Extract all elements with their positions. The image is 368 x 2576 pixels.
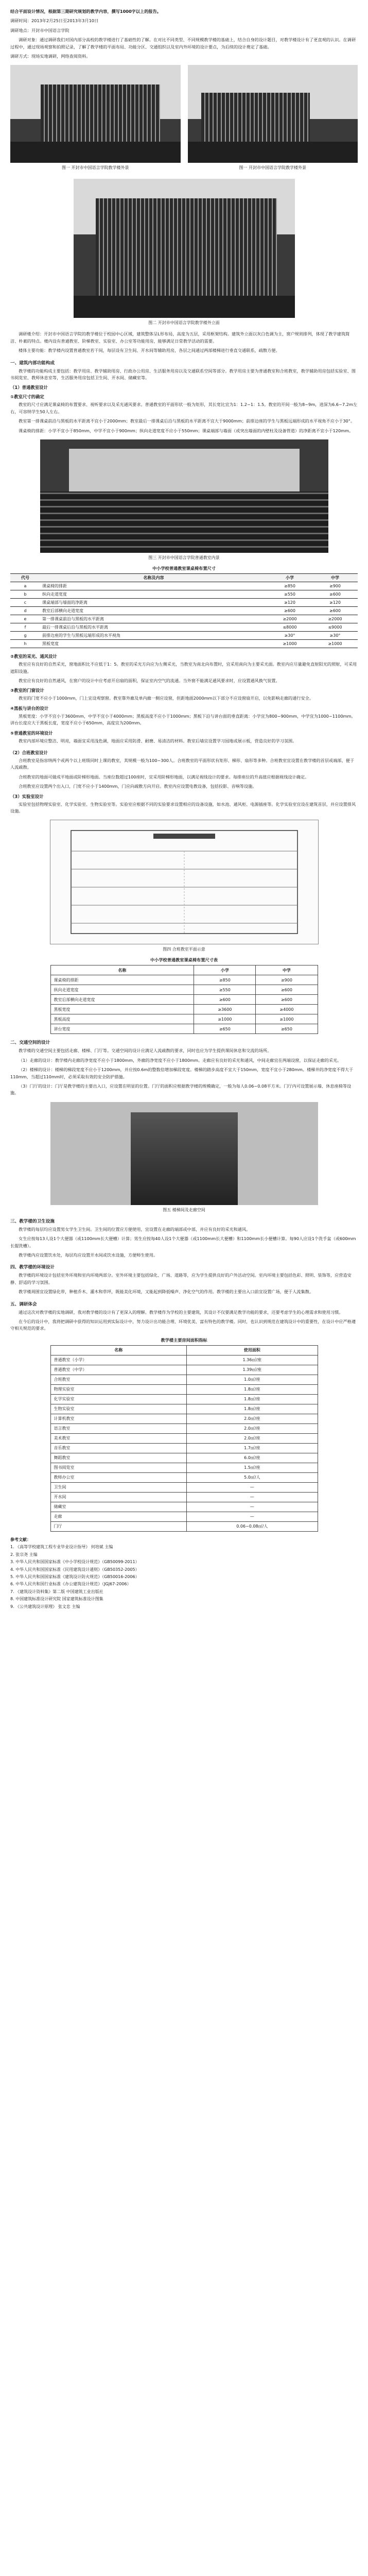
section-3-sub2: （3）实验室设计 (10, 793, 44, 799)
intro-paragraph-2: 调研方式：现场实地调研，网络查阅资料。 (10, 54, 91, 59)
section-3-p1: 合班教室是指容纳两个或两个以上班级同时上课的教室，其规模一般为100~300人。合班教室的平面形状有矩形、梯形、扇形等多种。合班教室宜设置在教学楼的首层或端部，便于人流疏散。 (10, 757, 355, 770)
section-6-p1: 教学楼的环境设计包括室外环境和室内环境两部分。室外环境主要包括绿化、广场、道路等，应为学生提供良好的户外活动空间。室内环境主要包括色彩、照明、装饰等，应营造安静、舒适的学习氛围。 (10, 1273, 352, 1285)
table-row: 普通教室（小学） 1.36㎡/座 (50, 1355, 318, 1365)
table-row: 黑板高度 ≥1000 ≥1000 (50, 1014, 318, 1024)
table-3-header: 使用面积 (187, 1345, 318, 1355)
table-2-title: 中小学校普通教室课桌椅布置尺寸表 (150, 957, 218, 963)
corridor-photo (50, 1102, 318, 1205)
table-1-section (10, 566, 358, 648)
section-4-p2: （1）走廊的设计：教学楼内走廊的净宽度不应小于1800mm，外廊的净宽度不应小于1800mm。走廊应有良好的采光和通风，中间走廊宜在两端设窗，以保证走廊的采光。 (19, 1057, 342, 1063)
reference-item: 7. 《建筑设计资料集》第二版 中国建筑工业出版社 (10, 1589, 103, 1594)
section-3-p4: 实验室包括物理实验室、化学实验室、生物实验室等。实验室应根据不同的实验要求设置相应的设备设施，如水池、通风柜、电源插座等。化学实验室宜设在建筑首层，并应设置排风设施。 (10, 801, 356, 814)
table-row: 黑板宽度 ≥3600 ≥4000 (50, 1005, 318, 1014)
table-1-title: 中小学校普通教室课桌椅布置尺寸 (152, 566, 216, 571)
table-row: 美术教室 2.0㎡/座 (50, 1433, 318, 1443)
section-4-title: 二、交通空间的设计 (10, 1040, 50, 1046)
table-row: 讲台宽度 ≥650 ≥650 (50, 1024, 318, 1034)
section-7-p1: 通过这次对教学楼的实地调研，我对教学楼的设计有了更深入的理解。教学楼作为学校的主要建筑，其设计不仅要满足教学功能的要求，还要考虑学生的心理需求和使用习惯。 (19, 1309, 343, 1315)
fig3-section (10, 439, 358, 561)
section-environment (10, 1264, 358, 1295)
photo-caption-3: 图三 开封市中国语言学院普通教室内景 (148, 555, 220, 561)
section-7-p2: 在今后的设计中，我将把调研中获得的知识运用到实际设计中，努力设计出功能合理、环境优美、富有特色的教学楼。同时，也认识到规范在建筑设计中的重要性，在设计中应严格遵守相关规范的要求。 (10, 1319, 356, 1331)
header-section (10, 8, 358, 60)
intro-paragraph: 调研对象：通过调研我们对国内部分高校的教学楼进行了基础性的了解。在对比不同类型、不同规模教学楼的基础上，结合自身的设计题目，对教学楼设计有了更直观的认识。在调研过程中，通过现场观察和拍照记录，了解了教学楼的平面布局、功能分区、交通组织以及室内外环境的设计要点，为后续的设计奠定了基础。 (10, 37, 356, 49)
section-1-sub2: ①教室尺寸的确定 (10, 394, 44, 400)
table-row: h 黑板宽度 ≥1000 ≥1000 (10, 640, 358, 648)
table-1-header: 代号 (10, 574, 40, 582)
table-row: 储藏室 — (50, 1502, 318, 1512)
desk-layout-table (10, 573, 358, 648)
table-1-header: 名称及内容 (40, 574, 267, 582)
fig2-section (10, 179, 358, 326)
reference-item: 4. 中华人民共和国国家标准《民用建筑设计通则》（GB50352-2005） (10, 1567, 139, 1572)
section-1-p4: 课桌椅的排距：小学不宜小于850mm，中学不宜小于900mm；纵向走道宽度不应小于550mm；课桌端部与墙面（或突出墙面的内壁柱及设备管道）的净距离不宜小于120mm。 (19, 428, 354, 433)
building-photo-large (74, 179, 295, 318)
section-2-p4: ③教室的门窗设计 (10, 688, 44, 693)
section-2-p7: 黑板宽度：小学不宜小于3600mm，中学不宜小于4000mm；黑板高度不应小于1000mm；黑板下沿与讲台面的垂直距离：小学宜为800~900mm，中学宜为1000~1100mm。讲台长度应大于黑板长度，宽度不应小于650mm，高度宜为200mm。 (10, 713, 356, 726)
table-row: 语言教室 2.0㎡/座 (50, 1423, 318, 1433)
table-row: 合班教室 1.0㎡/座 (50, 1375, 318, 1384)
photo-caption-1b: 图一 开封市中国语言学院教学楼外景 (239, 165, 307, 171)
table-row: 舞蹈教室 6.0㎡/座 (50, 1453, 318, 1463)
table-row: 开水间 — (50, 1492, 318, 1502)
table-row: 化学实验室 1.8㎡/座 (50, 1394, 318, 1404)
table-row: c 课桌端部与墙面的净距离 ≥120 ≥120 (10, 599, 358, 607)
fig4-section (10, 820, 358, 952)
reference-item: 2. 张宗尧 主编 (10, 1552, 38, 1557)
section-2-p9: 教室内部环境应整洁、明亮，墙面宜采用浅色调，地面应采用防滑、耐磨、易清洁的材料。教室后墙宜设置学习园地或展示板，营造良好的学习氛围。 (19, 738, 297, 743)
table-row: 教师办公室 5.0㎡/人 (50, 1472, 318, 1482)
table-row: 计算机教室 2.0㎡/座 (50, 1414, 318, 1423)
building-photo-2 (188, 65, 358, 163)
table-row: 普通教室（中学） 1.39㎡/座 (50, 1365, 318, 1375)
survey-place: 调研地点：开封市中国语言学院 (10, 27, 69, 33)
table-row: 教室后部横向走道宽度 ≥600 ≥600 (50, 995, 318, 1005)
section-5-p3: 教学楼内应设置饮水处，每层均应设置开水间或饮水设施，方便师生使用。 (19, 1252, 158, 1258)
table-row: a 课桌椅的排距 ≥850 ≥900 (10, 582, 358, 590)
fig5-section (10, 1102, 358, 1213)
intro-photo-row (10, 65, 358, 175)
building-intro-p1: 调研楼介绍：开封市中国语言学院的教学楼位于校园中心区域，建筑整体呈L形布局，高度为五层，采用框架结构。建筑外立面以灰白色调为主，窗户规则排列，体现了教学建筑简洁、朴素的特点。楼内设有普通教室、阶梯教室、实验室、办公室等功能用房，能够满足日常教学活动的需要。 (10, 331, 350, 344)
desk-size-table (50, 965, 318, 1034)
section-5-p2: 女生应按每13人设1个大便器（或1100mm长大便槽）计算；男生应按每40人设1个大便器（或1100mm长大便槽）和1100mm长小便槽计算。每90人应设1个洗手盆（或600mm长盥洗槽）。 (10, 1236, 356, 1248)
section-6-title: 四、教学楼的环境设计 (10, 1265, 55, 1270)
table-row: 纵向走道宽度 ≥550 ≥600 (50, 985, 318, 995)
table-3-header: 名称 (50, 1345, 187, 1355)
photo-caption-2: 图二 开封市中国语言学院教学楼外立面 (148, 320, 220, 326)
table-row: 音乐教室 1.7㎡/座 (50, 1443, 318, 1453)
section-7-title: 五、调研体会 (10, 1301, 37, 1307)
reference-item: 3. 中华人民共和国国家标准《中小学校设计规范》（GB50099-2011） (10, 1560, 139, 1565)
section-circulation (10, 1039, 358, 1096)
building-intro-p2: 楼体主要功能：教学楼内设置普通教室若干间，每层设有卫生间、开水间等辅助用房，各层之间通过两部楼梯进行垂直交通联系，疏散方便。 (19, 348, 280, 353)
section-4-p1: 教学楼的交通空间主要包括走廊、楼梯、门厅等。交通空间的设计应满足人流疏散的要求，同时也应为学生提供课间休息和交流的场所。 (19, 1048, 272, 1054)
section-1-p3: 教室第一排课桌前沿与黑板的水平距离不宜小于2000mm；教室最后一排课桌后沿与黑板的水平距离不宜大于9000mm；前排边座的学生与黑板远端形成的水平视角不应小于30°。 (19, 418, 355, 424)
references (10, 1537, 358, 1610)
plan-diagram (50, 820, 318, 944)
photo-caption-4: 图四 合班教室平面示意 (163, 947, 205, 952)
reference-item: 6. 中华人民共和国行业标准《办公建筑设计规范》（JGJ67-2006） (10, 1582, 131, 1587)
assignment-note: 结合平面设计情况，根据第三期研究规划的教学内容，撰写1000字以上的报告。 (10, 9, 161, 14)
table-row: 卫生间 — (50, 1482, 318, 1492)
table-2-section (10, 957, 358, 1034)
section-4-p4: （3）门厅的设计：门厅是教学楼的主要出入口，应设置在明显的位置。门厅的面积应根据教学楼的规模确定，一般为每人0.06~0.08平方米。门厅内可设置展示墙、休息座椅等设施。 (10, 1083, 352, 1096)
room-area-table (50, 1345, 318, 1532)
intro-photo-left (10, 65, 181, 175)
table-row: 图书阅览室 1.5㎡/座 (50, 1463, 318, 1472)
section-2-p2: 教室应有良好的自然采光，窗地面积比不应低于1：5。教室的采光方向应为左侧采光，当教室为南北向布置时，宜采用南向为主要采光面。教室内应尽量避免直射阳光的照射，可采用遮阳设施。 (10, 662, 357, 674)
table-1-header: 小学 (267, 574, 312, 582)
section-lecture-hall (10, 750, 358, 815)
section-reflection (10, 1301, 358, 1332)
photo-caption-5: 图五 楼梯间及走廊空间 (163, 1207, 205, 1212)
table-2-header: 小学 (194, 965, 256, 975)
references-title: 参考文献： (10, 1537, 31, 1542)
reference-item: 5. 中华人民共和国国家标准《建筑设计防火规范》（GB50016-2006） (10, 1574, 139, 1579)
table-row: b 纵向走道宽度 ≥550 ≥600 (10, 590, 358, 599)
classroom-photo (40, 439, 328, 553)
section-6-p2: 教学楼周围宜设置绿化带，种植乔木、灌木和草坪，既能美化环境，又能起到降低噪声、净化空气的作用。教学楼的主要出入口前宜设置广场，便于人流集散。 (19, 1289, 314, 1295)
table-2-header: 名称 (50, 965, 194, 975)
section-2-p8: ⑤普通教室的环境设计 (10, 730, 53, 736)
section-1-p1: 教学楼的功能构成主要包括：教学用房、教学辅助用房、行政办公用房、生活服务用房以及交通联系空间等部分。教学用房主要为普通教室和合班教室，教学辅助用房包括实验室、图书阅览室、教师休息室等，生活服务用房包括卫生间、开水间、储藏室等。 (10, 368, 356, 381)
table-row: 走廊 — (50, 1512, 318, 1521)
photo-caption-1: 图一 开封市中国语言学院教学楼外景 (61, 165, 129, 171)
table-row: e 第一排课桌前沿与黑板的水平距离 ≥2000 ≥2000 (10, 615, 358, 623)
section-1-title: 一、建筑内部功能构成 (10, 360, 55, 366)
section-function (10, 360, 358, 434)
table-2-header: 中学 (256, 965, 318, 975)
table-3-section (10, 1337, 358, 1532)
section-2-p3: 教室应有良好的自然通风，在窗户的设计中应考虑开启扇的面积，保证室内空气的流通。当外窗不能满足通风要求时，应设置通风换气装置。 (19, 677, 280, 683)
building-intro (10, 331, 358, 354)
table-1-header: 中学 (312, 574, 358, 582)
lecture-hall-plan (50, 820, 319, 944)
survey-time: 调研时间：2013年2月25日至2013年3月10日 (10, 18, 99, 24)
section-5-p1: 教学楼的每层均应设置男女学生卫生间。卫生间的位置应方便使用，宜设置在走廊的端部或中部，并应有良好的采光和通风。 (19, 1226, 251, 1232)
section-1-p2: 教室的尺寸应满足课桌椅的布置要求、视听要求以及采光通风要求。普通教室的平面形状一般为矩形，其长宽比宜为1：1.2~1：1.5。教室的开间一般为8~9m，进深为6.6~7.2m左右，可容纳学生50人左右。 (10, 402, 358, 414)
table-row: g 前排边座的学生与黑板远端形成的水平视角 ≥30° ≥30° (10, 632, 358, 640)
section-2-p1: ②教室的采光、通风设计 (10, 654, 57, 659)
section-4-p3: （2）楼梯的设计：楼梯的梯段宽度不应小于1200mm，并应按0.6m的整数倍增加梯段宽度。楼梯的踏步高度不宜大于150mm，宽度不宜小于280mm。楼梯井的净宽度不得大于110mm，当超过110mm时，必须采取有效的安全防护措施。 (10, 1067, 354, 1079)
reference-item: 1. 《高等学校建筑工程专业毕业设计指导》 何培斌 主编 (10, 1545, 113, 1550)
section-sanitation (10, 1218, 358, 1259)
table-row: f 最后一排课桌后沿与黑板的水平距离 ≤8000 ≤9000 (10, 623, 358, 632)
table-row: 生物实验室 1.8㎡/座 (50, 1404, 318, 1414)
section-3-p2: 合班教室的地面可做成平地面或阶梯形地面。当座位数超过100座时，宜采用阶梯形地面，以满足视线设计的要求。每排座位的升高值应根据视线设计确定。 (19, 774, 309, 779)
table-row: 物理实验室 1.8㎡/座 (50, 1384, 318, 1394)
section-3-p3: 合班教室应设置两个出入口，门宽不应小于1400mm，门应向疏散方向开启。教室内应设置电教设备，包括投影、音响等设施。 (19, 784, 257, 789)
intro-photo-right (188, 65, 358, 175)
section-2-p5: 教室的门宽不应小于1000mm，门上宜设观察窗。教室靠外廊及单内廊一侧应设窗，但距地面2000mm以下部分不应设窗扇开启，以免影响走廊的通行安全。 (19, 696, 314, 701)
table-3-title: 教学楼主要房间面积指标 (161, 1337, 207, 1343)
building-photo-1 (10, 65, 181, 163)
table-row: 课桌椅的排距 ≥850 ≥900 (50, 975, 318, 985)
table-row: d 教室后部横向走道宽度 ≥600 ≥600 (10, 607, 358, 615)
section-5-title: 三、教学楼的卫生设施 (10, 1218, 55, 1224)
section-classroom-design (10, 653, 358, 744)
reference-item: 8. 中国建筑标准设计研究院 国家建筑标准设计图集 (10, 1597, 103, 1602)
table-row: 门厅 0.06~0.08㎡/人 (50, 1521, 318, 1531)
section-3-sub1: （2）合班教室设计 (10, 750, 48, 755)
section-1-sub1: （1）普通教室设计 (10, 385, 48, 391)
section-2-p6: ④黑板与讲台的设计 (10, 705, 49, 711)
reference-item: 9. 《公共建筑设计原理》 张文忠 主编 (10, 1604, 80, 1609)
